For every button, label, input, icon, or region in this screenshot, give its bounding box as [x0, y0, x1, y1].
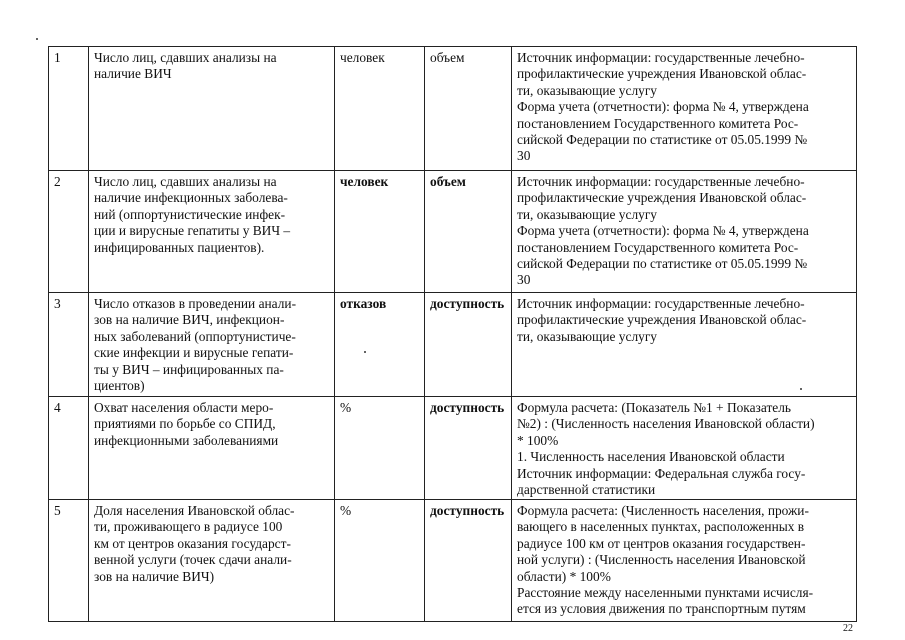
text-line: 30: [517, 272, 531, 288]
description-cell: [512, 397, 857, 500]
text-line: км от центров оказания государст-: [94, 535, 291, 551]
table-row: [49, 171, 857, 293]
text-line: Доля населения Ивановской облас-: [94, 503, 295, 518]
unit-cell: человек: [335, 47, 425, 171]
scan-speck: [36, 38, 38, 40]
text-line: Формула расчета: (Численность населения, прожи-: [517, 503, 809, 518]
type-cell: доступность: [425, 293, 512, 397]
type-cell: объем: [425, 171, 512, 293]
text-line: * 100%: [517, 432, 559, 448]
unit-cell: отказов: [335, 293, 425, 397]
text-line: ется из условия движения по транспортным путям: [517, 601, 806, 617]
text-line: Расстояние между населенными пунктами исчисля-: [517, 585, 814, 601]
table-row: [49, 293, 857, 397]
type-cell: доступность: [425, 500, 512, 622]
text-line: Источник информации: государственные лечебно-: [517, 50, 805, 65]
row-number: 2: [49, 171, 89, 293]
text-line: области) * 100%: [517, 568, 611, 584]
row-number: 1: [49, 47, 89, 171]
table-row: [49, 500, 857, 622]
text-line: циентов): [94, 378, 145, 394]
type-cell: доступность: [425, 397, 512, 500]
text-line: ти, оказывающие услугу: [517, 82, 658, 98]
text-line: Число лиц, сдавших анализы на: [94, 174, 277, 189]
text-line: постановлением Государственного комитета Рос-: [517, 239, 799, 255]
text-line: зов на наличие ВИЧ, инфекцион-: [94, 312, 285, 328]
text-line: приятиями по борьбе со СПИД,: [94, 416, 276, 432]
text-line: Форма учета (отчетности): форма № 4, утверждена: [517, 223, 809, 239]
indicator-name: [89, 500, 335, 622]
unit-cell: человек: [335, 171, 425, 293]
text-line: №2) : (Численность населения Ивановской области): [517, 416, 815, 432]
unit-cell: %: [335, 397, 425, 500]
text-line: Число отказов в проведении анали-: [94, 296, 297, 311]
text-line: инфицированных пациентов).: [94, 239, 265, 255]
text-line: ти, проживающего в радиусе 100: [94, 519, 283, 535]
text-line: инфекционными заболеваниями: [94, 432, 279, 448]
text-line: сийской Федерации по статистике от 05.05.1999 №: [517, 132, 808, 148]
indicator-name: [89, 171, 335, 293]
indicators-table: [48, 46, 857, 622]
text-line: радиусе 100 км от центров оказания государствен-: [517, 535, 806, 551]
text-line: Источник информации: государственные лечебно-: [517, 296, 805, 311]
text-line: наличие инфекционных заболева-: [94, 190, 288, 206]
text-line: ти, оказывающие услугу: [517, 206, 658, 222]
text-line: ции и вирусные гепатиты у ВИЧ –: [94, 223, 291, 239]
text-line: ной услуги) : (Численность населения Ивановской: [517, 552, 806, 568]
row-number: 3: [49, 293, 89, 397]
text-line: сийской Федерации по статистике от 05.05.1999 №: [517, 256, 808, 272]
text-line: Источник информации: государственные лечебно-: [517, 174, 805, 189]
row-number: 4: [49, 397, 89, 500]
table-row: [49, 397, 857, 500]
text-line: Охват населения области меро-: [94, 400, 274, 415]
text-line: профилактические учреждения Ивановской облас-: [517, 190, 807, 206]
text-line: постановлением Государственного комитета Рос-: [517, 115, 799, 131]
description-cell: [512, 171, 857, 293]
text-line: дарственной статистики: [517, 482, 656, 498]
description-cell: [512, 293, 857, 397]
text-line: наличие ВИЧ: [94, 66, 172, 82]
unit-cell: %: [335, 500, 425, 622]
text-line: 1. Численность населения Ивановской области: [517, 449, 785, 465]
text-line: вающего в населенных пунктах, расположенных в: [517, 519, 805, 535]
indicator-name: [89, 47, 335, 171]
text-line: зов на наличие ВИЧ): [94, 568, 215, 584]
indicator-name: [89, 293, 335, 397]
page-number: 22: [843, 623, 853, 634]
table-row: [49, 47, 857, 171]
type-cell: объем: [425, 47, 512, 171]
text-line: Формула расчета: (Показатель №1 + Показатель: [517, 400, 792, 415]
text-line: 30: [517, 148, 531, 164]
text-line: профилактические учреждения Ивановской облас-: [517, 312, 807, 328]
indicator-name: [89, 397, 335, 500]
text-line: ний (оппортунистические инфек-: [94, 206, 286, 222]
text-line: ские инфекции и вирусные гепати-: [94, 345, 294, 361]
text-line: ных заболеваний (оппортунистиче-: [94, 328, 296, 344]
text-line: ти, оказывающие услугу: [517, 328, 658, 344]
row-number: 5: [49, 500, 89, 622]
text-line: венной услуги (точек сдачи анали-: [94, 552, 292, 568]
text-line: Форма учета (отчетности): форма № 4, утверждена: [517, 99, 809, 115]
text-line: Число лиц, сдавших анализы на: [94, 50, 277, 65]
description-cell: [512, 500, 857, 622]
text-line: профилактические учреждения Ивановской облас-: [517, 66, 807, 82]
text-line: ты у ВИЧ – инфицированных па-: [94, 361, 284, 377]
description-cell: [512, 47, 857, 171]
text-line: Источник информации: Федеральная служба госу-: [517, 465, 806, 481]
